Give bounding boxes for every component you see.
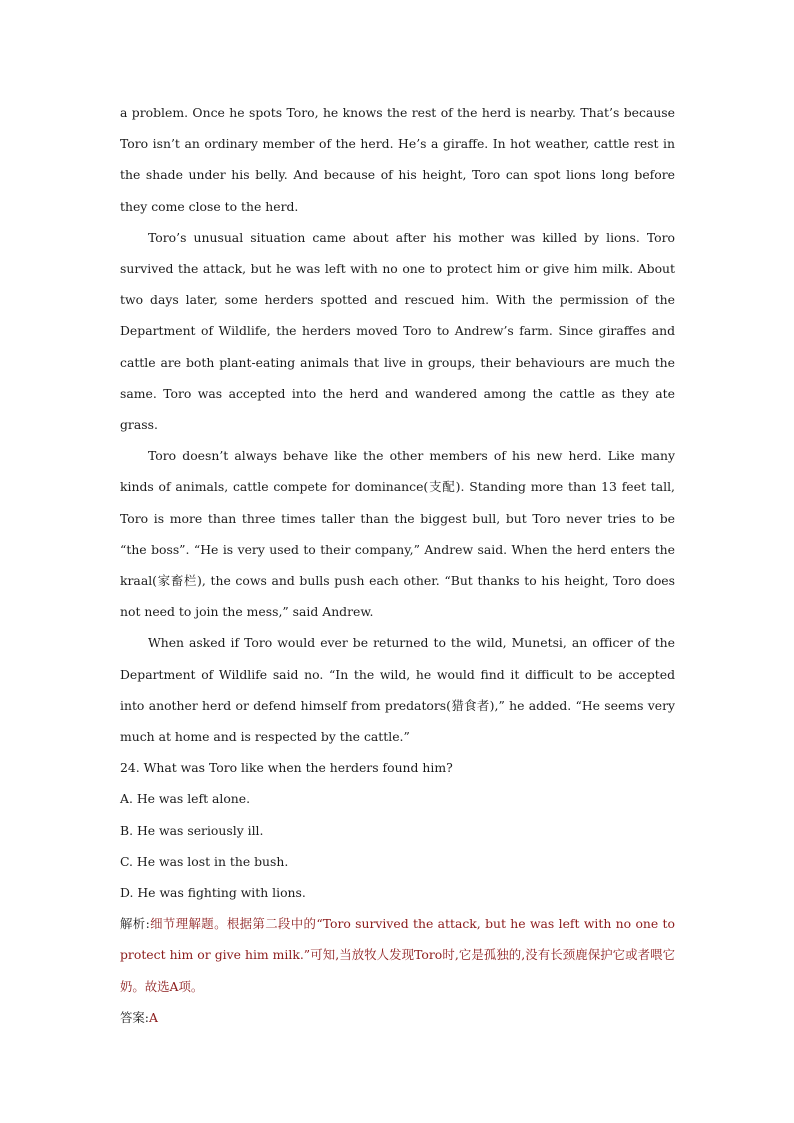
passage-paragraph-2: Toro’s unusual situation came about after his mother was killed by lions. Toro survived the attack, but he was left with no one to protect him or give him milk. About two days later, some herders spotted and rescued him. With the permission of the Department of Wildlife, the herders moved Toro to Andrew’s farm. Since giraffes and cattle are both plant-eating animals that live in groups, their behaviours are much the same. Toro was accepted into the herd and wandered among the cattle as they ate grass.: [120, 229, 675, 433]
option-d: D. He was fighting with lions.: [120, 885, 306, 901]
analysis-type: 细节理解题。根据第二段中的: [149, 916, 317, 932]
analysis-block: [120, 908, 675, 1002]
passage-paragraph-3: Toro doesn’t always behave like the other members of his new herd. Like many kinds of animals, cattle compete for dominance(支配). Standing more than 13 feet tall, Toro is more than three times taller than the biggest bull, but Toro never tries to be “the boss”. “He is very used to their company,” Andrew said. When the herd enters the kraal(家畜栏), the cows and bulls push each other. “But thanks to his height, Toro does not need to join the mess,” said Andrew.: [120, 448, 675, 620]
document-page: [120, 97, 675, 1033]
answer-line: [120, 1002, 675, 1033]
analysis-label: 解析:: [120, 916, 150, 932]
passage-paragraph-1: a problem. Once he spots Toro, he knows the rest of the herd is nearby. That’s because Toro isn’t an ordinary member of the herd. He’s a giraffe. In hot weather, cattle rest in the shade under his belly. And because of his height, Toro can spot lions long before they come close to the herd.: [120, 105, 675, 214]
answer-label: 答案:: [120, 1009, 149, 1025]
passage-paragraph-4: When asked if Toro would ever be returned to the wild, Munetsi, an officer of the Department of Wildlife said no. “In the wild, he would find it difficult to be accepted into another herd or defend himself from predators(猎食者),” he added. “He seems very much at home and is respected by the cattle.”: [120, 635, 675, 745]
analysis-explanation: 可知,当放牧人发现Toro时,它是孤独的,没有长颈鹿保护它或者喂它奶。故选A项。: [120, 947, 675, 994]
answer-value: A: [148, 1009, 158, 1025]
option-b: B. He was seriously ill.: [120, 822, 264, 838]
analysis-quote: “Toro survived the attack, but he was left with no one to protect him or give him milk.”: [120, 916, 675, 963]
question-stem: 24. What was Toro like when the herders found him?: [120, 760, 453, 776]
option-a: A. He was left alone.: [120, 791, 251, 807]
option-c: C. He was lost in the bush.: [120, 853, 289, 869]
